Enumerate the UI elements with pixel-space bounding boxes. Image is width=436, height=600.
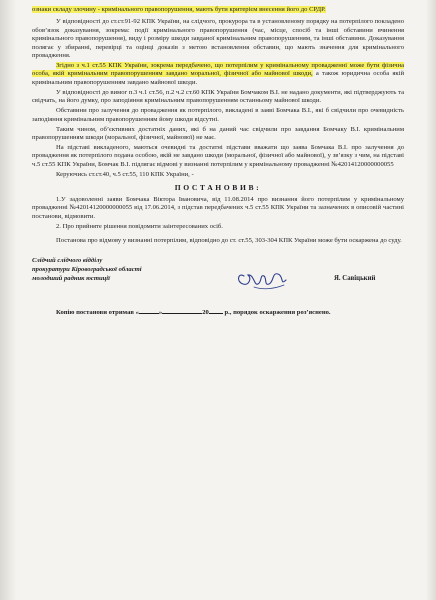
- year-prefix: 20: [202, 309, 209, 317]
- paragraph-2: [32, 62, 404, 87]
- signatory-line-1: Слідчий слідчого відділу: [32, 257, 103, 265]
- highlighted-text: Згідно з ч.1 ст.55 КПК України, зокрема передбачено, що потерпілим у кримінальному провадженні може бути фізична особа, якій кримінальним правопорушенням завдано моральної, фізичної або майнової шкоди,: [32, 62, 404, 78]
- paragraph-7: Керуючись ст.ст.40, ч.5 ст.55, 110 КПК України, -: [56, 170, 194, 178]
- day-blank: [139, 307, 159, 314]
- document-body: [32, 4, 404, 318]
- copy-receipt-tail: р., порядок оскарження роз’яснено.: [224, 309, 331, 317]
- resolution-title: ПОСТАНОВИВ:: [174, 183, 262, 193]
- resolution-item-1: 1.У задоволенні заяви Бомчака Віктора Івановича, від 11.08.2014 про визнання його потерпілим у кримінальному провадженні №42014120000000055 від 17.06.2014, з підстав передбачених ч.5 ст.55 КПК України та зазначених в описовій частині постанови, відмовити.: [32, 195, 404, 220]
- highlighted-text: ознаки складу злочину - кримінального правопорушення, мають бути критерієм внесення його до СРДР.: [32, 6, 326, 13]
- year-blank: [209, 307, 223, 314]
- paragraph-0: [32, 6, 404, 14]
- copy-receipt: [32, 307, 404, 318]
- paragraph-4: Обставини про залучення до провадження як потерпілого, викладені в заяві Бомчака В.І., які б свідчили про очевидність заподіяння кримінальним правопорушенням йому шкоди відсутні.: [32, 107, 404, 123]
- resolution-item-2: 2. Про прийняте рішення повідомити заінтересованих осіб.: [56, 222, 223, 230]
- signatory-line-3: молодший радник юстиції: [32, 274, 110, 282]
- paragraph-3: У відповідності до вимог п.3 ч.1 ст.56, п.2 ч.2 ст.60 КПК України Бомчаком В.І. не надано документи, які підтверджують та свідчать, на його думку, про заподіяння кримінальним правопорушенням останньому майнової шкоди.: [32, 88, 404, 105]
- month-blank: [162, 307, 202, 314]
- handwritten-signature: [234, 262, 292, 294]
- copy-receipt-quote: »: [158, 309, 163, 317]
- paragraph-1: У відповідності до ст.ст.91-92 КПК України, на слідчого, прокурора та в установленому порядку на потерпілого покладено обов’язок доказування, зокрема: події кримінального правопорушення (час, місце, спосіб та інші обставини вчинення кримінального правопорушення), виду і розміру шкоди завданої кримінальним правопорушенням, та інші обставини. Доказування полягає у збиранні, перевірці та оцінці доказів з метою встановлення обставин, що мають значення для кримінального провадження.: [32, 18, 404, 60]
- signatory-name: Я. Савіцький: [334, 275, 376, 283]
- paragraph-5: Таким чином, об’єктивних достатніх даних, які б на даний час свідчили про завдання Бомчаку В.І. кримінальним правопорушенням шкоди (моральної, фізичної, майнової) не має.: [32, 125, 404, 142]
- copy-receipt-text: Копію постанови отримав «: [56, 309, 139, 317]
- paragraph-6: На підставі викладеного, маються очевидні та достатні підстави вважати що заява Бомчака В.І. про залучення до провадження як потерпілого подана особою, якій не завдано шкоди (моральної, фізичної або майнової), у зв’язку з чим, на підставі ч.5 ст.55 КПК України, Бомчак В.І. підлягає відмові у визнанні потерпілим у кримінальному провадженні №42014120000000055: [32, 144, 404, 168]
- signature-block: [32, 257, 404, 301]
- signatory-line-2: прокуратури Кіровоградської області: [32, 265, 142, 273]
- appeal-notice: Постанова про відмову у визнанні потерпілим, відповідно до ст. ст.55, 303-304 КПК України може бути оскаржена до суду.: [56, 236, 402, 244]
- paragraph-2-tail: а також юридична особа якій кримінальним правопорушенням завдано майнової шкоди.: [32, 70, 404, 86]
